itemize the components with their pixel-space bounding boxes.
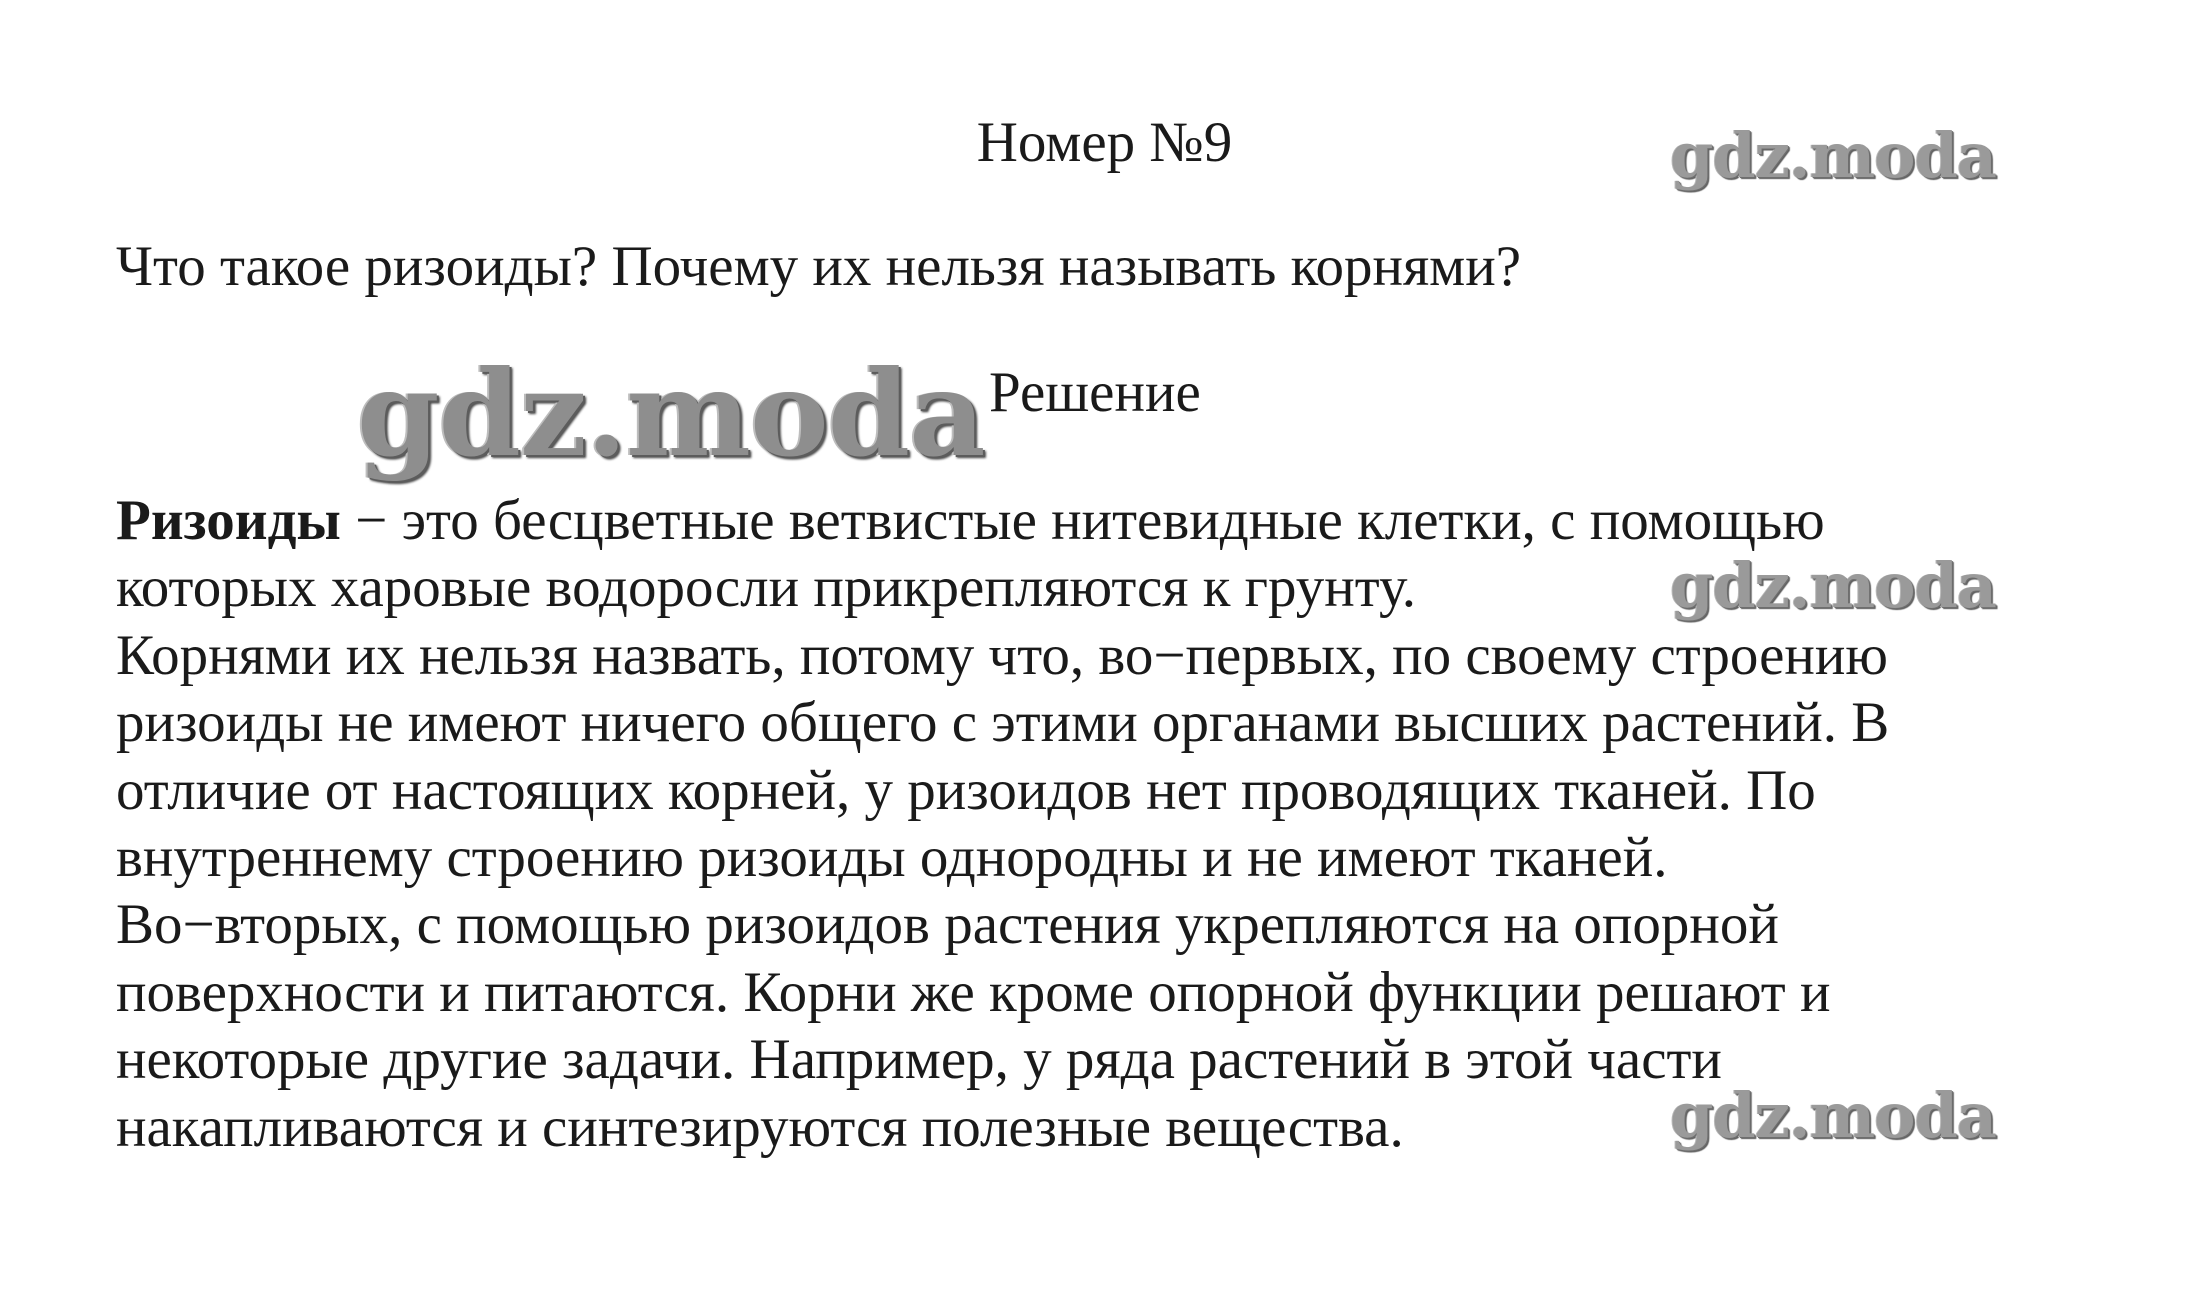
answer-line: внутреннему строению ризоиды однородны и не имеют тканей. <box>116 826 1668 890</box>
answer-line: которых харовые водоросли прикрепляются к грунту. <box>116 556 1417 620</box>
answer-line: Корнями их нельзя назвать, потому что, во−первых, по своему строению <box>116 623 1888 687</box>
answer-line <box>116 487 2136 554</box>
page-title: Номер №9 <box>976 111 1233 174</box>
answer-line: Во−вторых, с помощью ризоидов растения укрепляются на опорной <box>116 893 1779 957</box>
watermark-logo: gdz.moda <box>1670 1079 1996 1152</box>
question-text: Что такое ризоиды? Почему их нельзя называть корнями? <box>116 235 1522 298</box>
answer-term: Ризоиды <box>116 489 341 552</box>
watermark-logo: gdz.moda <box>357 344 985 483</box>
answer-line: поверхности и питаются. Корни же кроме опорной функции решают и <box>116 960 1831 1024</box>
watermark-logo: gdz.moda <box>1670 119 1996 192</box>
watermark-logo: gdz.moda <box>1670 549 1996 622</box>
answer-line: отличие от настоящих корней, у ризоидов нет проводящих тканей. По <box>116 758 1816 822</box>
answer-line: накапливаются и синтезируются полезные вещества. <box>116 1095 1404 1159</box>
solution-heading: Решение <box>989 361 1201 424</box>
answer-line: некоторые другие задачи. Например, у ряда растений в этой части <box>116 1028 1722 1092</box>
answer-first-line-rest: − это бесцветные ветвистые нитевидные клетки, с помощью <box>340 489 1825 552</box>
answer-line: ризоиды не имеют ничего общего с этими органами высших растений. В <box>116 691 1890 755</box>
